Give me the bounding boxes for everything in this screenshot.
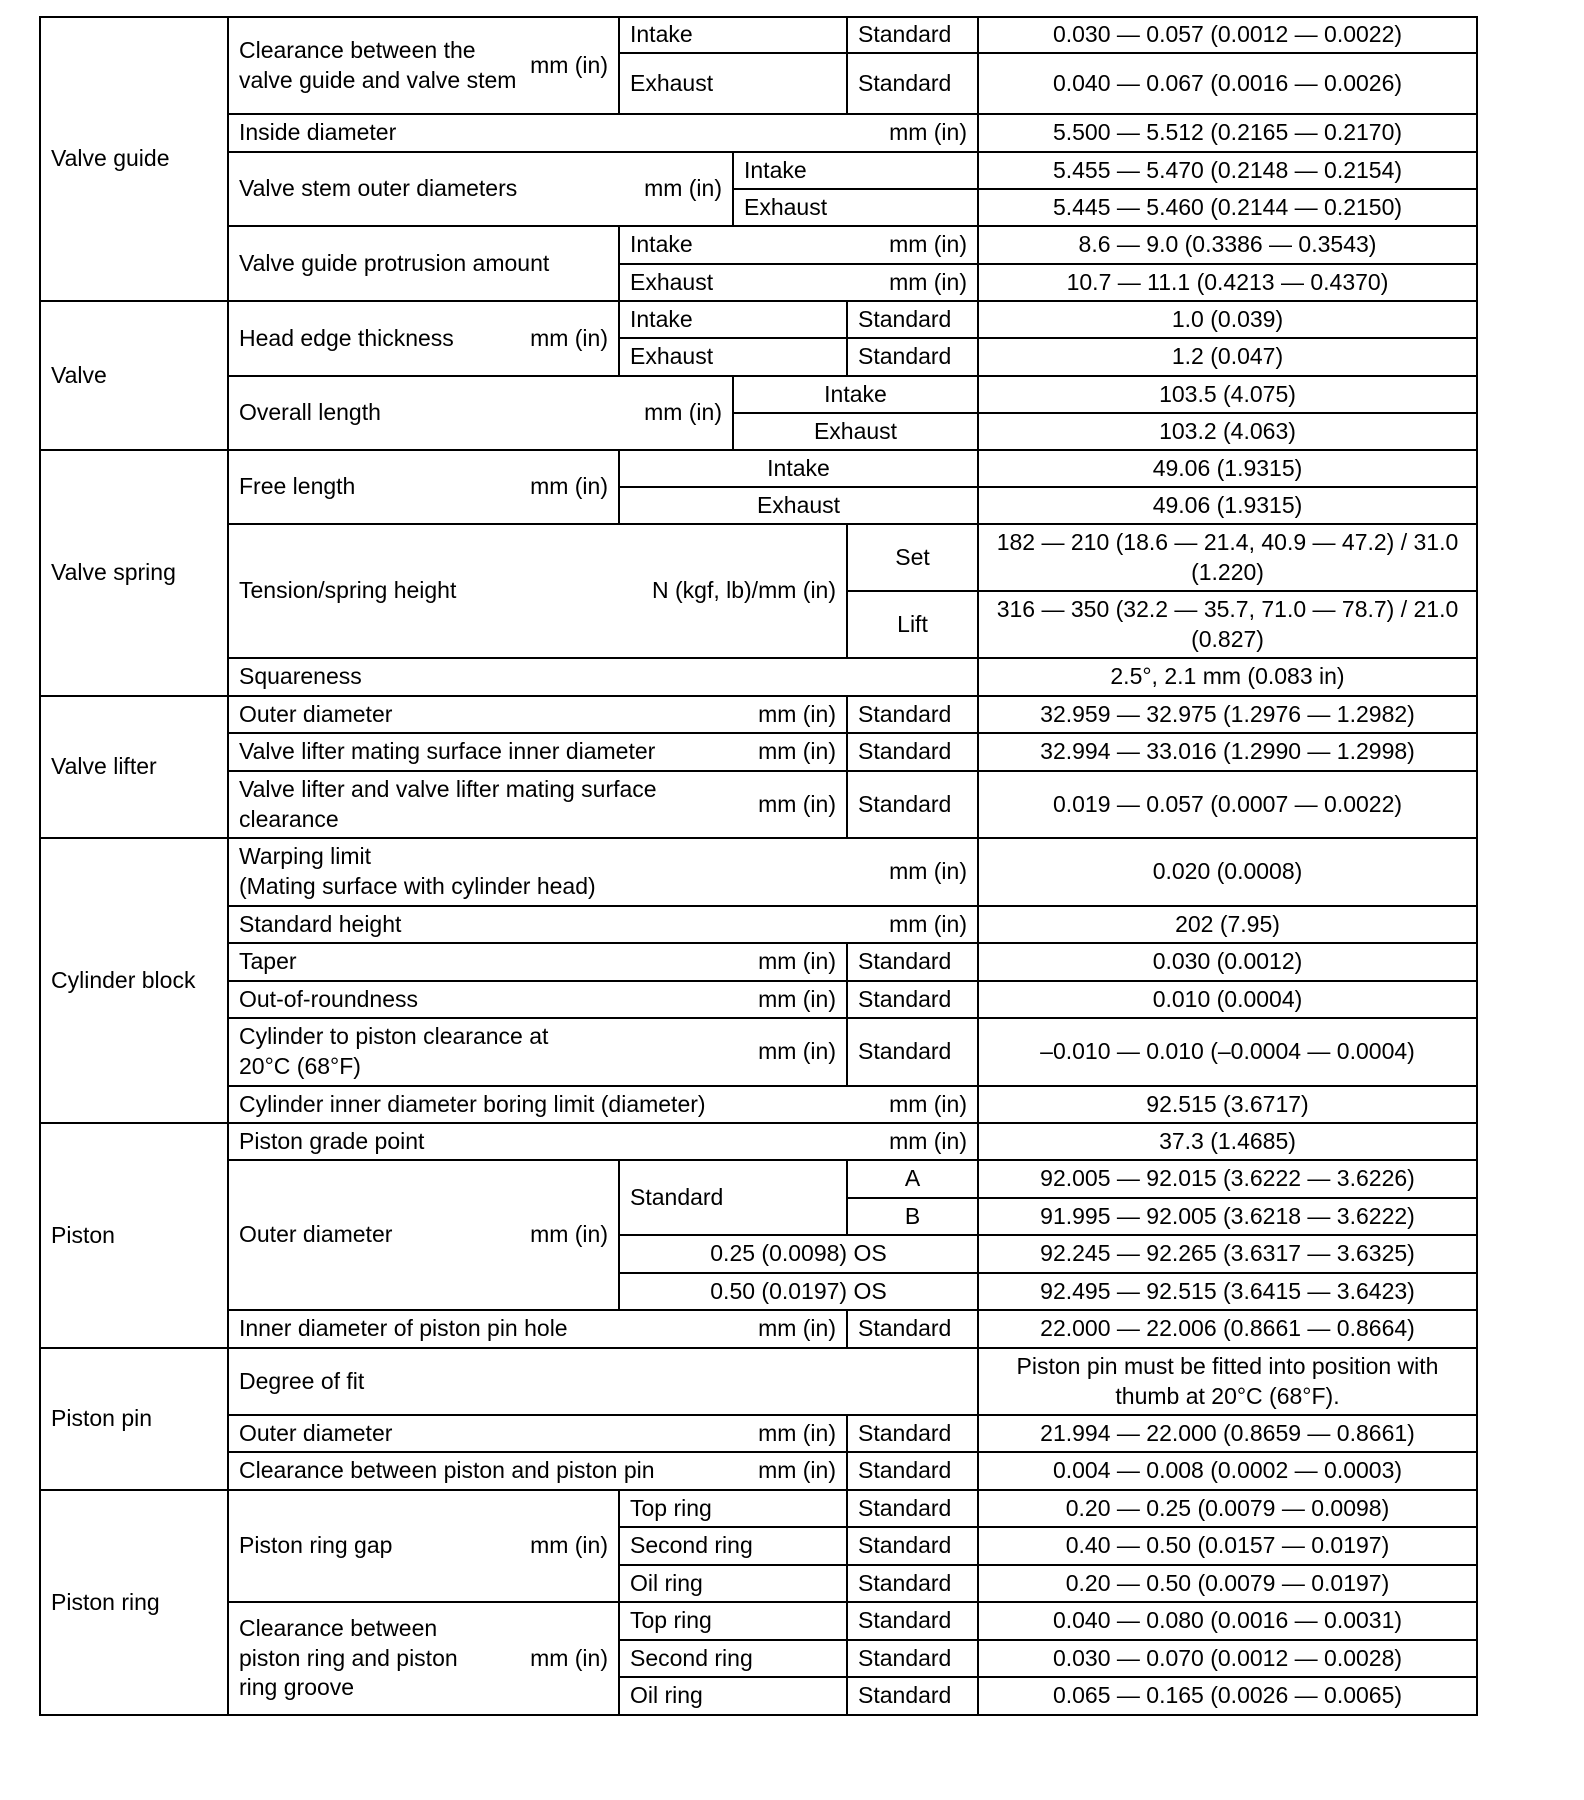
valve-head-exhaust-std: Standard [847,338,978,376]
valve-head-intake-label: Intake [619,301,847,338]
vg-clearance-exhaust-std: Standard [847,53,978,114]
vg-clearance-intake-std: Standard [847,17,978,53]
piston-grade-label: Piston grade point mm (in) [228,1123,978,1160]
spring-lift-label: Lift [847,591,978,658]
ring-groove-top-std: Standard [847,1602,978,1640]
cyl-height-label: Standard height mm (in) [228,906,978,943]
spring-free-intake-value: 49.06 (1.9315) [978,450,1477,487]
vg-clearance-exhaust-label: Exhaust [619,53,847,114]
vg-inside-label: Inside diameter mm (in) [228,114,978,152]
cyl-clear-value: –0.010 — 0.010 (–0.0004 — 0.0004) [978,1018,1477,1086]
piston-grade-a: A [847,1160,978,1198]
piston-outer-label: Outer diameter mm (in) [228,1160,619,1310]
ring-groove-second-value: 0.030 — 0.070 (0.0012 — 0.0028) [978,1640,1477,1677]
spring-lift-value: 316 — 350 (32.2 — 35.7, 71.0 — 78.7) / 21.0 (0.827) [978,591,1477,658]
piston-os1-label: 0.25 (0.0098) OS [619,1235,978,1273]
spring-set-value: 182 — 210 (18.6 — 21.4, 40.9 — 47.2) / 31.0 (1.220) [978,524,1477,591]
piston-pinhole-label: Inner diameter of piston pin hole mm (in) [228,1310,847,1348]
ring-gap-second-std: Standard [847,1527,978,1565]
vg-stem-exhaust-value: 5.445 — 5.460 (0.2144 — 0.2150) [978,189,1477,226]
cyl-boring-label: Cylinder inner diameter boring limit (diameter) mm (in) [228,1086,978,1123]
cyl-clear-std: Standard [847,1018,978,1086]
vg-protrusion-intake-label: Intake mm (in) [619,226,978,264]
lifter-clear-std: Standard [847,771,978,838]
ring-gap-label: Piston ring gap mm (in) [228,1490,619,1602]
ring-groove-oil-value: 0.065 — 0.165 (0.0026 — 0.0065) [978,1677,1477,1715]
spring-free-exhaust-label: Exhaust [619,487,978,524]
group-piston-pin: Piston pin [40,1348,228,1490]
valve-overall-intake-value: 103.5 (4.075) [978,376,1477,413]
cyl-warp-value: 0.020 (0.0008) [978,838,1477,906]
vg-stem-intake-value: 5.455 — 5.470 (0.2148 — 0.2154) [978,152,1477,189]
lifter-clear-value: 0.019 — 0.057 (0.0007 — 0.0022) [978,771,1477,838]
pin-outer-value: 21.994 — 22.000 (0.8659 — 0.8661) [978,1415,1477,1452]
pin-clear-std: Standard [847,1452,978,1490]
spring-free-exhaust-value: 49.06 (1.9315) [978,487,1477,524]
valve-overall-exhaust-value: 103.2 (4.063) [978,413,1477,450]
spring-square-value: 2.5°, 2.1 mm (0.083 in) [978,658,1477,696]
piston-pinhole-std: Standard [847,1310,978,1348]
cyl-boring-value: 92.515 (3.6717) [978,1086,1477,1123]
piston-grade-b: B [847,1198,978,1235]
cyl-taper-value: 0.030 (0.0012) [978,943,1477,981]
cyl-taper-std: Standard [847,943,978,981]
cyl-taper-label: Taper mm (in) [228,943,847,981]
vg-protrusion-exhaust-value: 10.7 — 11.1 (0.4213 — 0.4370) [978,264,1477,301]
lifter-mating-label: Valve lifter mating surface inner diameter mm (in) [228,733,847,771]
piston-os2-value: 92.495 — 92.515 (3.6415 — 3.6423) [978,1273,1477,1310]
vg-clearance-intake-label: Intake [619,17,847,53]
ring-groove-second-std: Standard [847,1640,978,1677]
ring-groove-top-label: Top ring [619,1602,847,1640]
group-piston-ring: Piston ring [40,1490,228,1715]
spring-free-intake-label: Intake [619,450,978,487]
ring-gap-second-value: 0.40 — 0.50 (0.0157 — 0.0197) [978,1527,1477,1565]
cyl-round-std: Standard [847,981,978,1018]
specification-table [39,16,1478,1716]
ring-gap-oil-value: 0.20 — 0.50 (0.0079 — 0.0197) [978,1565,1477,1602]
lifter-clear-label: Valve lifter and valve lifter mating surface clearance mm (in) [228,771,847,838]
vg-stem-intake-label: Intake [733,152,978,189]
group-cylinder-block: Cylinder block [40,838,228,1123]
ring-gap-top-value: 0.20 — 0.25 (0.0079 — 0.0098) [978,1490,1477,1527]
cyl-round-value: 0.010 (0.0004) [978,981,1477,1018]
cyl-height-value: 202 (7.95) [978,906,1477,943]
valve-overall-exhaust-label: Exhaust [733,413,978,450]
ring-groove-second-label: Second ring [619,1640,847,1677]
valve-head-intake-std: Standard [847,301,978,338]
vg-clearance-exhaust-value: 0.040 — 0.067 (0.0016 — 0.0026) [978,53,1477,114]
cyl-clear-label: Cylinder to piston clearance at 20°C (68°F) mm (in) [228,1018,847,1086]
lifter-outer-value: 32.959 — 32.975 (1.2976 — 1.2982) [978,696,1477,733]
ring-groove-label: Clearance between piston ring and piston ring groove mm (in) [228,1602,619,1715]
vg-stem-exhaust-label: Exhaust [733,189,978,226]
cyl-round-label: Out-of-roundness mm (in) [228,981,847,1018]
spring-square-label: Squareness [228,658,978,696]
vg-protrusion-exhaust-label: Exhaust mm (in) [619,264,978,301]
vg-protrusion-label: Valve guide protrusion amount [228,226,619,301]
vg-protrusion-intake-value: 8.6 — 9.0 (0.3386 — 0.3543) [978,226,1477,264]
lifter-outer-label: Outer diameter mm (in) [228,696,847,733]
valve-head-exhaust-value: 1.2 (0.047) [978,338,1477,376]
group-valve-lifter: Valve lifter [40,696,228,838]
group-valve-guide: Valve guide [40,17,228,301]
piston-os1-value: 92.245 — 92.265 (3.6317 — 3.6325) [978,1235,1477,1273]
piston-grade-a-value: 92.005 — 92.015 (3.6222 — 3.6226) [978,1160,1477,1198]
group-piston: Piston [40,1123,228,1348]
vg-clearance-label: Clearance between the valve guide and valve stem mm (in) [228,17,619,114]
pin-outer-label: Outer diameter mm (in) [228,1415,847,1452]
valve-head-exhaust-label: Exhaust [619,338,847,376]
piston-pinhole-value: 22.000 — 22.006 (0.8661 — 0.8664) [978,1310,1477,1348]
group-valve: Valve [40,301,228,450]
ring-groove-top-value: 0.040 — 0.080 (0.0016 — 0.0031) [978,1602,1477,1640]
ring-gap-top-std: Standard [847,1490,978,1527]
lifter-mating-value: 32.994 — 33.016 (1.2990 — 1.2998) [978,733,1477,771]
pin-fit-value: Piston pin must be fitted into position with thumb at 20°C (68°F). [978,1348,1477,1415]
valve-overall-label: Overall length mm (in) [228,376,733,450]
spring-set-label: Set [847,524,978,591]
lifter-mating-std: Standard [847,733,978,771]
piston-grade-b-value: 91.995 — 92.005 (3.6218 — 3.6222) [978,1198,1477,1235]
piston-standard-label: Standard [619,1160,847,1235]
pin-fit-label: Degree of fit [228,1348,978,1415]
vg-clearance-intake-value: 0.030 — 0.057 (0.0012 — 0.0022) [978,17,1477,53]
ring-gap-oil-std: Standard [847,1565,978,1602]
piston-os2-label: 0.50 (0.0197) OS [619,1273,978,1310]
vg-inside-value: 5.500 — 5.512 (0.2165 — 0.2170) [978,114,1477,152]
vg-stem-label: Valve stem outer diameters mm (in) [228,152,733,226]
ring-gap-top-label: Top ring [619,1490,847,1527]
pin-clear-value: 0.004 — 0.008 (0.0002 — 0.0003) [978,1452,1477,1490]
ring-groove-oil-label: Oil ring [619,1677,847,1715]
piston-grade-value: 37.3 (1.4685) [978,1123,1477,1160]
valve-head-label: Head edge thickness mm (in) [228,301,619,376]
lifter-outer-std: Standard [847,696,978,733]
pin-clear-label: Clearance between piston and piston pin mm (in) [228,1452,847,1490]
valve-head-intake-value: 1.0 (0.039) [978,301,1477,338]
ring-groove-oil-std: Standard [847,1677,978,1715]
spring-free-label: Free length mm (in) [228,450,619,524]
valve-overall-intake-label: Intake [733,376,978,413]
spring-tension-label: Tension/spring height N (kgf, lb)/mm (in) [228,524,847,658]
pin-outer-std: Standard [847,1415,978,1452]
ring-gap-oil-label: Oil ring [619,1565,847,1602]
ring-gap-second-label: Second ring [619,1527,847,1565]
cyl-warp-label: Warping limit (Mating surface with cylinder head) mm (in) [228,838,978,906]
group-valve-spring: Valve spring [40,450,228,696]
